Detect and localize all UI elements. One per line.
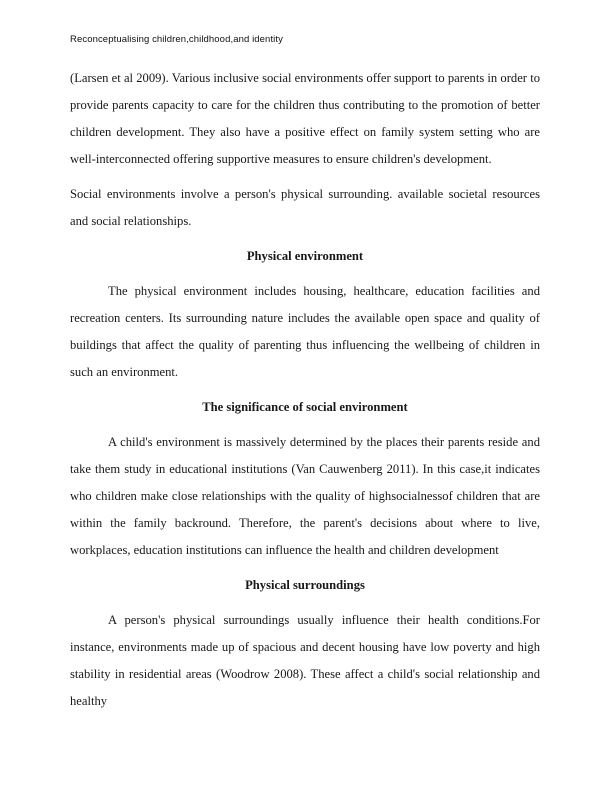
paragraph-significance-social-environment-body: A child's environment is massively determined by the places their parents reside and take them study in educational institutions (Van Cauwenberg 2011). In this case,it indicates who children make close relationships with the quality of highsocialnessof children that are within the family backround. Therefore, the parent's decisions about where to live, workplaces, education institutions can influence the health and children development <box>70 435 540 557</box>
paragraph-physical-surroundings-body: A person's physical surroundings usually influence their health conditions.For instance, environments made up of spacious and decent housing have low poverty and high stability in residential areas (Woodrow 2008). These affect a child's social relationship and healthy <box>70 613 540 708</box>
paragraph-social-environments-definition: Social environments involve a person's physical surrounding. available societal resources and social relationships. <box>70 187 540 228</box>
heading-physical-surroundings: Physical surroundings <box>245 578 365 592</box>
heading-significance-social-environment: The significance of social environment <box>202 400 408 414</box>
heading-physical-environment: Physical environment <box>246 249 364 263</box>
paragraph-social-environments-support: (Larsen et al 2009). Various inclusive social environments offer support to parents in order to provide parents capacity to care for the children thus contributing to the promotion of better children development. They also have a positive effect on family system setting who are well-interconnected offering supportive measures to ensure children's development. <box>70 71 540 166</box>
running-header: Reconceptualising children,childhood,and identity <box>70 34 283 45</box>
paragraph-physical-environment-body: The physical environment includes housing, healthcare, education facilities and recreation centers. Its surrounding nature includes the available open space and quality of buildings that affect the quality of parenting thus influencing the wellbeing of children in such an environment. <box>70 284 540 379</box>
